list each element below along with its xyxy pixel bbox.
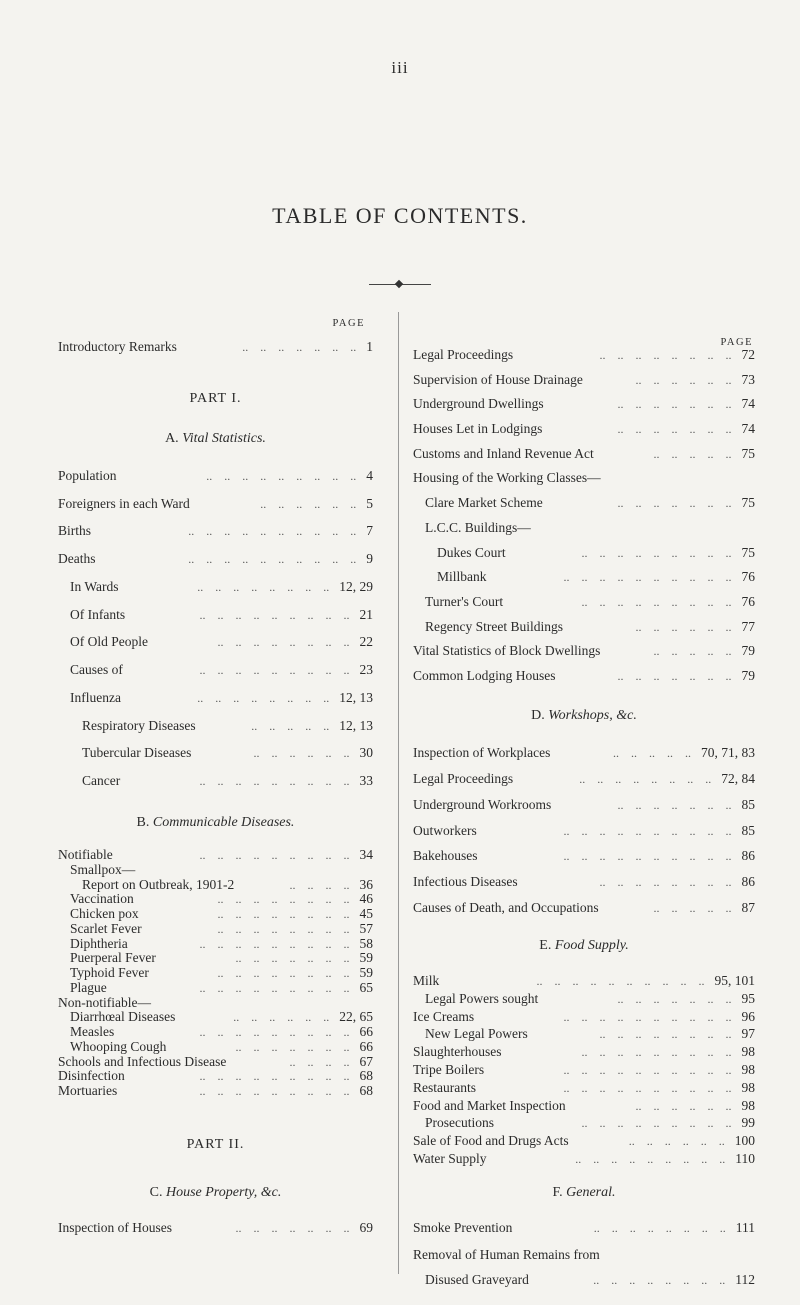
toc-entry-label: Inspection of Workplaces xyxy=(413,745,551,760)
toc-entry-label: Regency Street Buildings xyxy=(425,619,563,634)
section-heading: PART I. xyxy=(189,391,242,406)
subsection-heading xyxy=(58,431,373,447)
page-number: iii xyxy=(391,58,409,77)
toc-entry-label: Chicken pox xyxy=(70,906,139,921)
toc-entry-page: 87 xyxy=(741,900,755,915)
toc-entry xyxy=(413,667,755,685)
leader-dots: .. .. .. .. .. .. xyxy=(260,497,357,511)
toc-entry-page: 66 xyxy=(359,1039,373,1054)
toc-entry-page: 97 xyxy=(741,1026,755,1041)
toc-entry xyxy=(58,689,373,707)
toc-entry-label: Notifiable xyxy=(58,847,113,862)
toc-entry xyxy=(413,873,755,891)
toc-entry-label: Diarrhœal Diseases xyxy=(70,1009,176,1024)
toc-entry-label: Disinfection xyxy=(58,1068,125,1083)
subsection-heading xyxy=(413,708,755,724)
toc-entry-page: 76 xyxy=(741,594,755,609)
toc-entry-label: Vital Statistics of Block Dwellings xyxy=(413,643,601,658)
toc-entry-page: 21 xyxy=(359,607,373,622)
toc-entry-page: 7 xyxy=(366,523,373,538)
toc-entry-label: Whooping Cough xyxy=(70,1039,167,1054)
toc-entry-label: Schools and Infectious Disease xyxy=(58,1054,227,1069)
toc-entry xyxy=(413,469,755,487)
toc-entry xyxy=(413,642,755,660)
toc-entry-label: Underground Dwellings xyxy=(413,396,544,411)
toc-entry-label: Sale of Food and Drugs Acts xyxy=(413,1133,569,1148)
leader-dots: .. .. .. .. .. .. .. .. xyxy=(217,635,350,649)
toc-entry xyxy=(58,633,373,651)
toc-entry xyxy=(58,495,373,513)
toc-entry xyxy=(413,770,755,788)
toc-entry-page: 86 xyxy=(741,874,755,889)
subsection-letter: B. xyxy=(136,815,153,830)
toc-entry-label: Bakehouses xyxy=(413,848,478,863)
toc-entry-page: 98 xyxy=(741,1062,755,1077)
toc-entry-label: Influenza xyxy=(70,690,121,705)
toc-entry-label: Typhoid Fever xyxy=(70,965,149,980)
leader-dots: .. .. .. .. .. .. .. .. .. .. xyxy=(563,1063,732,1077)
toc-entry-page: 86 xyxy=(741,848,755,863)
leader-dots: .. .. .. .. .. .. .. .. .. xyxy=(199,981,350,995)
toc-entry-page: 22, 65 xyxy=(339,1009,373,1024)
toc-entry-label: Ice Creams xyxy=(413,1009,475,1024)
toc-entry-page: 76 xyxy=(741,569,755,584)
leader-dots: .. .. .. .. .. .. .. .. .. xyxy=(199,608,350,622)
toc-entry-page: 33 xyxy=(359,773,373,788)
toc-entry-label: Removal of Human Remains from xyxy=(413,1247,600,1262)
leader-dots: .. .. .. .. .. .. .. .. xyxy=(197,580,330,594)
toc-entry xyxy=(58,467,373,485)
page-column-header: PAGE xyxy=(332,318,365,329)
toc-entry-page: 85 xyxy=(741,823,755,838)
leader-dots: .. .. .. .. .. .. .. .. .. .. xyxy=(563,570,732,584)
toc-entry-page: 96 xyxy=(741,1009,755,1024)
toc-entry-label: Restaurants xyxy=(413,1080,476,1095)
toc-entry-label: L.C.C. Buildings— xyxy=(425,520,531,535)
toc-entry-label: Disused Graveyard xyxy=(425,1272,529,1287)
leader-dots: .. .. .. .. .. .. .. .. .. xyxy=(199,1084,350,1098)
toc-entry xyxy=(413,1025,755,1043)
toc-entry xyxy=(413,618,755,636)
leader-dots: .. .. .. .. .. .. .. .. .. .. xyxy=(563,849,732,863)
toc-entry-label: Tripe Boilers xyxy=(413,1062,485,1077)
toc-entry xyxy=(58,1219,373,1237)
leader-dots: .. .. .. .. .. .. .. .. .. xyxy=(581,595,732,609)
toc-entry-page: 98 xyxy=(741,1044,755,1059)
toc-entry-label: Housing of the Working Classes— xyxy=(413,470,601,485)
toc-entry-label: In Wards xyxy=(70,579,119,594)
leader-dots: .. .. .. .. .. .. .. .. xyxy=(217,966,350,980)
toc-entry-page: 112 xyxy=(735,1272,755,1287)
toc-entry xyxy=(413,1097,755,1115)
toc-entry-page: 73 xyxy=(741,372,755,387)
leader-dots: .. .. .. .. .. .. .. xyxy=(617,422,732,436)
toc-entry xyxy=(413,371,755,389)
toc-entry-label: Turner's Court xyxy=(425,594,504,609)
toc-entry-page: 68 xyxy=(359,1083,373,1098)
toc-entry xyxy=(58,744,373,762)
toc-entry-label: Introductory Remarks xyxy=(58,339,177,354)
toc-entry-page: 36 xyxy=(359,877,373,892)
toc-entry xyxy=(413,1114,755,1132)
toc-entry xyxy=(413,972,755,990)
toc-entry-label: Non-notifiable— xyxy=(58,995,151,1010)
leader-dots: .. .. .. .. .. xyxy=(653,447,732,461)
toc-entry-label: Diphtheria xyxy=(70,936,128,951)
toc-entry-page: 99 xyxy=(741,1115,755,1130)
toc-entry xyxy=(413,1132,755,1150)
leader-dots: .. .. .. .. .. .. .. xyxy=(235,1221,350,1235)
toc-entry-page: 95, 101 xyxy=(714,973,755,988)
toc-entry xyxy=(58,717,373,735)
toc-entry-label: Infectious Diseases xyxy=(413,874,518,889)
toc-entry-label: Plague xyxy=(70,980,107,995)
toc-entry-label: Prosecutions xyxy=(425,1115,494,1130)
toc-entry-label: Measles xyxy=(70,1024,115,1039)
toc-entry-label: Smoke Prevention xyxy=(413,1220,513,1235)
toc-entry-page: 74 xyxy=(741,396,755,411)
leader-dots: .. .. .. .. .. xyxy=(653,901,732,915)
leader-dots: .. .. .. .. .. .. .. xyxy=(617,798,732,812)
page-column-header: PAGE xyxy=(720,337,753,348)
leader-dots: .. .. .. .. .. .. .. .. xyxy=(599,348,732,362)
subsection-title: Food Supply. xyxy=(554,938,629,953)
toc-entry-page: 110 xyxy=(735,1151,755,1166)
toc-entry-label: Outworkers xyxy=(413,823,477,838)
leader-dots: .. .. .. .. .. .. .. .. .. xyxy=(199,774,350,788)
subsection-heading xyxy=(413,1185,755,1201)
toc-entry-page: 57 xyxy=(359,921,373,936)
toc-entry xyxy=(413,519,755,537)
leader-dots: .. .. .. .. xyxy=(289,1055,350,1069)
leader-dots: .. .. .. .. .. .. .. .. .. xyxy=(581,546,732,560)
leader-dots: .. .. .. .. .. .. .. .. .. .. xyxy=(188,524,357,538)
leader-dots: .. .. .. .. .. .. .. .. .. xyxy=(199,1069,350,1083)
toc-entry xyxy=(413,1008,755,1026)
leader-dots: .. .. .. .. .. .. .. .. xyxy=(579,772,712,786)
toc-entry-label: Legal Powers sought xyxy=(425,991,539,1006)
subsection-letter: A. xyxy=(165,431,183,446)
toc-entry xyxy=(58,606,373,624)
toc-entry-label: Deaths xyxy=(58,551,96,566)
toc-entry-page: 98 xyxy=(741,1098,755,1113)
toc-entry xyxy=(413,1150,755,1168)
toc-entry-page: 1 xyxy=(366,339,373,354)
leader-dots: .. .. .. .. .. .. .. .. .. xyxy=(199,663,350,677)
toc-entry-label: Foreigners in each Ward xyxy=(58,496,190,511)
toc-entry-page: 12, 13 xyxy=(339,690,373,705)
toc-entry-label: Legal Proceedings xyxy=(413,771,514,786)
toc-entry-page: 5 xyxy=(366,496,373,511)
leader-dots: .. .. .. .. .. .. xyxy=(233,1010,330,1024)
toc-entry-label: Of Infants xyxy=(70,607,126,622)
toc-entry-label: Millbank xyxy=(437,569,487,584)
subsection-letter: D. xyxy=(531,708,549,723)
toc-entry xyxy=(413,568,755,586)
toc-entry-label: Smallpox— xyxy=(70,862,136,877)
toc-entry-page: 67 xyxy=(359,1054,373,1069)
leader-dots: .. .. .. .. .. .. .. .. xyxy=(217,922,350,936)
subsection-letter: E. xyxy=(539,938,555,953)
toc-entry-page: 59 xyxy=(359,965,373,980)
subsection-title: Communicable Diseases. xyxy=(152,815,295,830)
toc-entry-label: Puerperal Fever xyxy=(70,950,156,965)
toc-entry xyxy=(413,395,755,413)
leader-dots: .. .. .. .. .. xyxy=(251,719,330,733)
toc-entry xyxy=(413,744,755,762)
toc-entry xyxy=(58,338,373,356)
subsection-letter: F. xyxy=(552,1185,567,1200)
leader-dots: .. .. .. .. .. xyxy=(613,746,691,760)
leader-dots: .. .. .. .. .. .. .. xyxy=(617,496,732,510)
toc-entry xyxy=(413,346,755,364)
toc-entry xyxy=(413,445,755,463)
leader-dots: .. .. .. .. .. .. .. .. xyxy=(593,1273,726,1287)
toc-entry-label: Legal Proceedings xyxy=(413,347,514,362)
leader-dots: .. .. .. .. .. .. .. .. .. xyxy=(199,1025,350,1039)
leader-dots: .. .. .. .. .. .. .. .. .. .. xyxy=(563,1010,732,1024)
toc-entry-label: Cancer xyxy=(82,773,121,788)
subsection-title: House Property, &c. xyxy=(165,1185,282,1200)
toc-entry-page: 74 xyxy=(741,421,755,436)
toc-entry-label: Clare Market Scheme xyxy=(425,495,543,510)
toc-entry-label: Common Lodging Houses xyxy=(413,668,556,683)
toc-entry-label: Report on Outbreak, 1901-2 xyxy=(82,877,235,892)
toc-entry-label: New Legal Powers xyxy=(425,1026,528,1041)
toc-entry-label: Vaccination xyxy=(70,891,134,906)
leader-dots: .. .. .. .. .. .. xyxy=(253,746,350,760)
leader-dots: .. .. .. .. .. .. .. xyxy=(235,951,350,965)
toc-entry-page: 70, 71, 83 xyxy=(701,745,755,760)
subsection-title: Vital Statistics. xyxy=(182,431,266,446)
toc-entry-page: 69 xyxy=(359,1220,373,1235)
toc-entry-page: 79 xyxy=(741,668,755,683)
toc-entry-page: 85 xyxy=(741,797,755,812)
toc-entry-page: 9 xyxy=(366,551,373,566)
leader-dots: .. .. .. .. .. .. .. .. .. xyxy=(206,469,357,483)
leader-dots: .. .. .. .. .. .. .. .. .. .. xyxy=(188,552,357,566)
leader-dots: .. .. .. .. .. .. xyxy=(628,1134,725,1148)
toc-entry-page: 12, 13 xyxy=(339,718,373,733)
leader-dots: .. .. .. .. .. .. .. .. .. .. xyxy=(536,974,705,988)
toc-entry-label: Causes of Death, and Occupations xyxy=(413,900,599,915)
title-rule-ornament xyxy=(395,280,403,288)
leader-dots: .. .. .. .. .. .. .. .. .. xyxy=(581,1045,732,1059)
leader-dots: .. .. .. .. .. .. .. .. .. xyxy=(575,1152,726,1166)
toc-entry-label: Food and Market Inspection xyxy=(413,1098,566,1113)
toc-entry-page: 23 xyxy=(359,662,373,677)
toc-entry-label: Water Supply xyxy=(413,1151,487,1166)
toc-entry-label: Respiratory Diseases xyxy=(82,718,196,733)
subsection-letter: C. xyxy=(149,1185,166,1200)
toc-entry xyxy=(413,1061,755,1079)
leader-dots: .. .. .. .. .. .. .. .. xyxy=(197,691,330,705)
toc-entry-label: Underground Workrooms xyxy=(413,797,552,812)
leader-dots: .. .. .. .. .. .. .. .. xyxy=(217,892,350,906)
toc-entry-page: 34 xyxy=(359,847,373,862)
toc-entry-page: 72 xyxy=(741,347,755,362)
toc-entry-page: 98 xyxy=(741,1080,755,1095)
toc-entry xyxy=(413,796,755,814)
leader-dots: .. .. .. .. .. .. xyxy=(635,1099,732,1113)
toc-entry-label: Houses Let in Lodgings xyxy=(413,421,543,436)
toc-entry-label: Population xyxy=(58,468,117,483)
toc-entry-page: 72, 84 xyxy=(721,771,755,786)
toc-entry-page: 77 xyxy=(741,619,755,634)
toc-entry-label: Inspection of Houses xyxy=(58,1220,172,1235)
toc-entry xyxy=(58,772,373,790)
leader-dots: .. .. .. .. .. .. .. .. .. .. xyxy=(563,824,732,838)
subsection-title: Workshops, &c. xyxy=(548,708,637,723)
leader-dots: .. .. .. .. .. .. .. .. .. .. xyxy=(563,1081,732,1095)
toc-entry-label: Customs and Inland Revenue Act xyxy=(413,446,594,461)
toc-entry-page: 68 xyxy=(359,1068,373,1083)
leader-dots: .. .. .. .. xyxy=(289,878,350,892)
toc-entry xyxy=(413,822,755,840)
toc-entry-label: Dukes Court xyxy=(437,545,506,560)
toc-entry-page: 12, 29 xyxy=(339,579,373,594)
toc-entry-page: 45 xyxy=(359,906,373,921)
toc-entry-page: 75 xyxy=(741,545,755,560)
toc-entry xyxy=(413,847,755,865)
toc-entry-label: Of Old People xyxy=(70,634,148,649)
toc-entry-label: Births xyxy=(58,523,92,538)
toc-entry xyxy=(413,494,755,512)
toc-entry-label: Mortuaries xyxy=(58,1083,118,1098)
leader-dots: .. .. .. .. .. .. .. xyxy=(617,397,732,411)
toc-entry-page: 66 xyxy=(359,1024,373,1039)
leader-dots: .. .. .. .. .. .. .. .. xyxy=(599,1027,732,1041)
leader-dots: .. .. .. .. .. .. .. .. xyxy=(599,875,732,889)
leader-dots: .. .. .. .. .. xyxy=(653,644,732,658)
leader-dots: .. .. .. .. .. .. xyxy=(635,373,732,387)
toc-entry xyxy=(413,420,755,438)
toc-entry-label: Supervision of House Drainage xyxy=(413,372,583,387)
toc-entry xyxy=(413,1079,755,1097)
toc-entry xyxy=(413,1246,755,1264)
toc-entry xyxy=(413,1271,755,1289)
toc-entry xyxy=(58,578,373,596)
leader-dots: .. .. .. .. .. .. .. xyxy=(235,1040,350,1054)
subsection-heading xyxy=(413,938,755,954)
toc-entry-page: 58 xyxy=(359,936,373,951)
toc-entry-page: 59 xyxy=(359,950,373,965)
leader-dots: .. .. .. .. .. .. xyxy=(635,620,732,634)
toc-entry-page: 4 xyxy=(366,468,373,483)
toc-entry-page: 95 xyxy=(741,991,755,1006)
toc-entry-label: Tubercular Diseases xyxy=(82,745,192,760)
toc-entry xyxy=(58,522,373,540)
toc-entry-page: 75 xyxy=(741,446,755,461)
leader-dots: .. .. .. .. .. .. .. .. xyxy=(593,1221,726,1235)
column-divider xyxy=(398,312,399,1274)
toc-entry xyxy=(413,899,755,917)
leader-dots: .. .. .. .. .. .. .. .. .. xyxy=(199,937,350,951)
toc-entry-label: Causes of xyxy=(70,662,123,677)
leader-dots: .. .. .. .. .. .. .. xyxy=(617,992,732,1006)
leader-dots: .. .. .. .. .. .. .. .. .. xyxy=(581,1116,732,1130)
subsection-heading xyxy=(58,815,373,831)
leader-dots: .. .. .. .. .. .. .. xyxy=(242,340,357,354)
toc-entry-page: 65 xyxy=(359,980,373,995)
toc-entry-page: 75 xyxy=(741,495,755,510)
toc-entry xyxy=(413,1043,755,1061)
toc-entry xyxy=(413,1219,755,1237)
toc-entry-label: Slaughterhouses xyxy=(413,1044,502,1059)
page-title: TABLE OF CONTENTS. xyxy=(272,203,528,228)
toc-entry xyxy=(58,1082,373,1100)
leader-dots: .. .. .. .. .. .. .. .. .. xyxy=(199,848,350,862)
toc-entry-page: 100 xyxy=(734,1133,755,1148)
toc-entry xyxy=(413,990,755,1008)
leader-dots: .. .. .. .. .. .. .. xyxy=(617,669,732,683)
leader-dots: .. .. .. .. .. .. .. .. xyxy=(217,907,350,921)
subsection-heading xyxy=(58,1185,373,1201)
toc-entry-page: 30 xyxy=(359,745,373,760)
section-heading: PART II. xyxy=(186,1137,245,1152)
subsection-title: General. xyxy=(566,1185,616,1200)
toc-entry xyxy=(413,544,755,562)
toc-entry xyxy=(58,661,373,679)
toc-entry-label: Milk xyxy=(413,973,440,988)
toc-entry-page: 46 xyxy=(359,891,373,906)
toc-entry-page: 79 xyxy=(741,643,755,658)
toc-entry-page: 111 xyxy=(735,1220,755,1235)
toc-entry-label: Scarlet Fever xyxy=(70,921,142,936)
toc-entry-page: 22 xyxy=(359,634,373,649)
toc-entry xyxy=(58,550,373,568)
toc-entry xyxy=(413,593,755,611)
